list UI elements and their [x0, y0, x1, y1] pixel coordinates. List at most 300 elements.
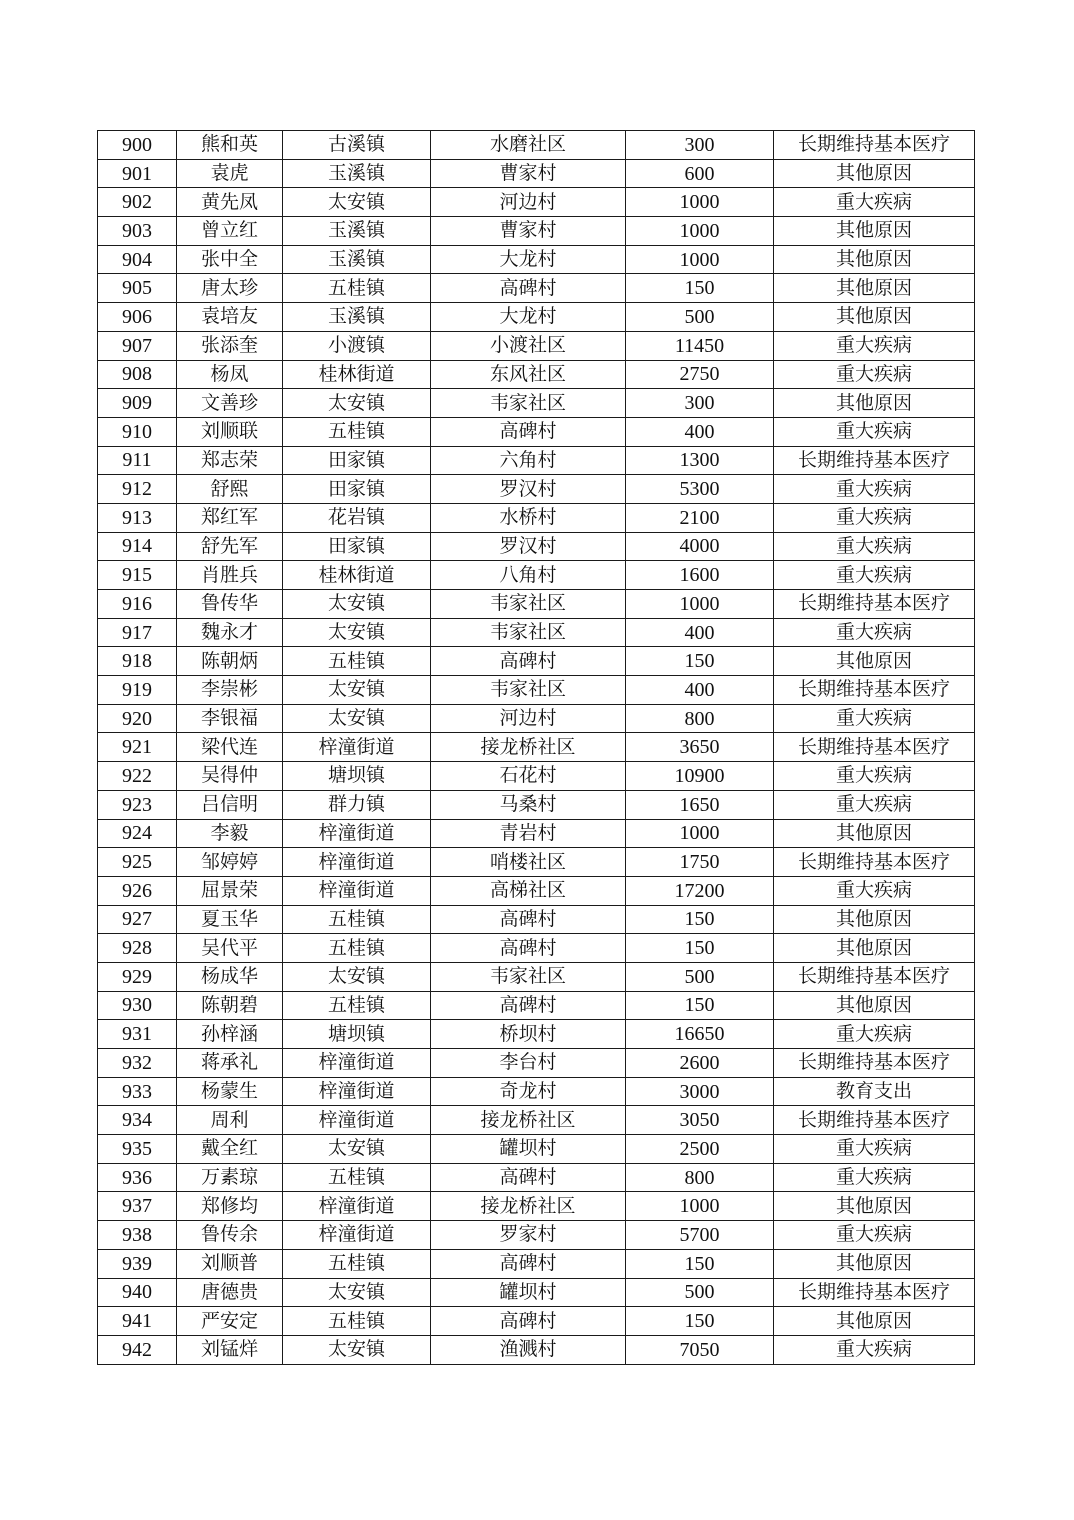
table-row	[98, 561, 975, 590]
reason-cell: 其他原因	[774, 1249, 975, 1278]
village-cell: 渔溅村	[431, 1335, 626, 1364]
table-row	[98, 389, 975, 418]
amount-cell: 800	[626, 1163, 774, 1192]
reason-cell: 重大疾病	[774, 1163, 975, 1192]
village-cell: 河边村	[431, 704, 626, 733]
name-cell: 袁虎	[177, 159, 283, 188]
amount-cell: 1600	[626, 561, 774, 590]
town-cell: 古溪镇	[283, 131, 431, 160]
village-cell: 接龙桥社区	[431, 733, 626, 762]
table-row	[98, 790, 975, 819]
reason-cell: 其他原因	[774, 303, 975, 332]
village-cell: 高碑村	[431, 647, 626, 676]
reason-cell: 长期维持基本医疗	[774, 962, 975, 991]
table-row	[98, 446, 975, 475]
row-number-cell: 921	[98, 733, 177, 762]
village-cell: 六角村	[431, 446, 626, 475]
reason-cell: 长期维持基本医疗	[774, 1278, 975, 1307]
reason-cell: 其他原因	[774, 159, 975, 188]
name-cell: 刘顺普	[177, 1249, 283, 1278]
name-cell: 孙梓涵	[177, 1020, 283, 1049]
row-number-cell: 933	[98, 1077, 177, 1106]
village-cell: 罐坝村	[431, 1135, 626, 1164]
town-cell: 太安镇	[283, 1135, 431, 1164]
amount-cell: 3650	[626, 733, 774, 762]
table-row	[98, 1163, 975, 1192]
table-row	[98, 991, 975, 1020]
amount-cell: 150	[626, 1307, 774, 1336]
reason-cell: 重大疾病	[774, 876, 975, 905]
reason-cell: 长期维持基本医疗	[774, 848, 975, 877]
village-cell: 高碑村	[431, 905, 626, 934]
village-cell: 罗汉村	[431, 475, 626, 504]
reason-cell: 其他原因	[774, 905, 975, 934]
village-cell: 韦家社区	[431, 618, 626, 647]
table-row	[98, 1135, 975, 1164]
town-cell: 梓潼街道	[283, 1221, 431, 1250]
amount-cell: 500	[626, 303, 774, 332]
amount-cell: 3000	[626, 1077, 774, 1106]
village-cell: 罐坝村	[431, 1278, 626, 1307]
reason-cell: 重大疾病	[774, 360, 975, 389]
amount-cell: 4000	[626, 532, 774, 561]
amount-cell: 10900	[626, 762, 774, 791]
amount-cell: 500	[626, 1278, 774, 1307]
table-row	[98, 1335, 975, 1364]
town-cell: 梓潼街道	[283, 1106, 431, 1135]
row-number-cell: 912	[98, 475, 177, 504]
table-row	[98, 590, 975, 619]
town-cell: 玉溪镇	[283, 245, 431, 274]
name-cell: 严安定	[177, 1307, 283, 1336]
table-row	[98, 1077, 975, 1106]
town-cell: 太安镇	[283, 389, 431, 418]
amount-cell: 2750	[626, 360, 774, 389]
town-cell: 桂林街道	[283, 360, 431, 389]
table-row	[98, 905, 975, 934]
village-cell: 曹家村	[431, 217, 626, 246]
name-cell: 陈朝炳	[177, 647, 283, 676]
table-row	[98, 417, 975, 446]
reason-cell: 重大疾病	[774, 762, 975, 791]
name-cell: 吴代平	[177, 934, 283, 963]
town-cell: 梓潼街道	[283, 876, 431, 905]
village-cell: 河边村	[431, 188, 626, 217]
reason-cell: 重大疾病	[774, 561, 975, 590]
name-cell: 郑志荣	[177, 446, 283, 475]
amount-cell: 2600	[626, 1049, 774, 1078]
reason-cell: 其他原因	[774, 1307, 975, 1336]
town-cell: 塘坝镇	[283, 1020, 431, 1049]
amount-cell: 2100	[626, 503, 774, 532]
name-cell: 李银福	[177, 704, 283, 733]
town-cell: 梓潼街道	[283, 1192, 431, 1221]
town-cell: 五桂镇	[283, 934, 431, 963]
table-row	[98, 962, 975, 991]
name-cell: 周利	[177, 1106, 283, 1135]
name-cell: 吕信明	[177, 790, 283, 819]
name-cell: 李毅	[177, 819, 283, 848]
town-cell: 太安镇	[283, 704, 431, 733]
name-cell: 万素琼	[177, 1163, 283, 1192]
name-cell: 刘锰烊	[177, 1335, 283, 1364]
village-cell: 高碑村	[431, 417, 626, 446]
row-number-cell: 901	[98, 159, 177, 188]
name-cell: 舒先军	[177, 532, 283, 561]
town-cell: 桂林街道	[283, 561, 431, 590]
amount-cell: 1750	[626, 848, 774, 877]
town-cell: 玉溪镇	[283, 303, 431, 332]
table-row	[98, 733, 975, 762]
amount-cell: 500	[626, 962, 774, 991]
row-number-cell: 942	[98, 1335, 177, 1364]
row-number-cell: 903	[98, 217, 177, 246]
row-number-cell: 941	[98, 1307, 177, 1336]
row-number-cell: 909	[98, 389, 177, 418]
amount-cell: 150	[626, 934, 774, 963]
row-number-cell: 900	[98, 131, 177, 160]
table-row	[98, 934, 975, 963]
reason-cell: 重大疾病	[774, 475, 975, 504]
village-cell: 大龙村	[431, 245, 626, 274]
table-row	[98, 331, 975, 360]
amount-cell: 150	[626, 905, 774, 934]
table-row	[98, 1307, 975, 1336]
table-row	[98, 1106, 975, 1135]
row-number-cell: 939	[98, 1249, 177, 1278]
row-number-cell: 935	[98, 1135, 177, 1164]
name-cell: 屈景荣	[177, 876, 283, 905]
amount-cell: 150	[626, 991, 774, 1020]
name-cell: 吴得仲	[177, 762, 283, 791]
town-cell: 五桂镇	[283, 991, 431, 1020]
table-row	[98, 1278, 975, 1307]
village-cell: 青岩村	[431, 819, 626, 848]
village-cell: 高碑村	[431, 1249, 626, 1278]
row-number-cell: 936	[98, 1163, 177, 1192]
reason-cell: 长期维持基本医疗	[774, 590, 975, 619]
amount-cell: 400	[626, 676, 774, 705]
amount-cell: 400	[626, 417, 774, 446]
village-cell: 东风社区	[431, 360, 626, 389]
town-cell: 田家镇	[283, 532, 431, 561]
row-number-cell: 920	[98, 704, 177, 733]
reason-cell: 重大疾病	[774, 1135, 975, 1164]
table-row	[98, 876, 975, 905]
town-cell: 太安镇	[283, 618, 431, 647]
village-cell: 韦家社区	[431, 389, 626, 418]
name-cell: 唐太珍	[177, 274, 283, 303]
village-cell: 韦家社区	[431, 590, 626, 619]
amount-cell: 5700	[626, 1221, 774, 1250]
row-number-cell: 907	[98, 331, 177, 360]
row-number-cell: 925	[98, 848, 177, 877]
amount-cell: 800	[626, 704, 774, 733]
reason-cell: 其他原因	[774, 245, 975, 274]
reason-cell: 其他原因	[774, 389, 975, 418]
town-cell: 五桂镇	[283, 417, 431, 446]
reason-cell: 重大疾病	[774, 417, 975, 446]
village-cell: 罗家村	[431, 1221, 626, 1250]
town-cell: 太安镇	[283, 676, 431, 705]
amount-cell: 1000	[626, 590, 774, 619]
village-cell: 韦家社区	[431, 676, 626, 705]
amount-cell: 1000	[626, 245, 774, 274]
table-row	[98, 1192, 975, 1221]
table-row	[98, 704, 975, 733]
reason-cell: 长期维持基本医疗	[774, 1106, 975, 1135]
row-number-cell: 908	[98, 360, 177, 389]
town-cell: 花岩镇	[283, 503, 431, 532]
amount-cell: 1000	[626, 819, 774, 848]
village-cell: 水桥村	[431, 503, 626, 532]
reason-cell: 重大疾病	[774, 1335, 975, 1364]
reason-cell: 重大疾病	[774, 1020, 975, 1049]
table-row	[98, 245, 975, 274]
town-cell: 太安镇	[283, 1335, 431, 1364]
reason-cell: 长期维持基本医疗	[774, 676, 975, 705]
name-cell: 张中全	[177, 245, 283, 274]
amount-cell: 16650	[626, 1020, 774, 1049]
name-cell: 戴全红	[177, 1135, 283, 1164]
village-cell: 石花村	[431, 762, 626, 791]
town-cell: 太安镇	[283, 1278, 431, 1307]
village-cell: 韦家社区	[431, 962, 626, 991]
amount-cell: 400	[626, 618, 774, 647]
reason-cell: 其他原因	[774, 1192, 975, 1221]
table-row	[98, 1249, 975, 1278]
town-cell: 玉溪镇	[283, 159, 431, 188]
row-number-cell: 938	[98, 1221, 177, 1250]
row-number-cell: 937	[98, 1192, 177, 1221]
town-cell: 梓潼街道	[283, 733, 431, 762]
row-number-cell: 916	[98, 590, 177, 619]
row-number-cell: 919	[98, 676, 177, 705]
town-cell: 玉溪镇	[283, 217, 431, 246]
reason-cell: 长期维持基本医疗	[774, 446, 975, 475]
table-row	[98, 188, 975, 217]
reason-cell: 重大疾病	[774, 331, 975, 360]
name-cell: 魏永才	[177, 618, 283, 647]
reason-cell: 重大疾病	[774, 790, 975, 819]
row-number-cell: 917	[98, 618, 177, 647]
row-number-cell: 904	[98, 245, 177, 274]
table-row	[98, 762, 975, 791]
village-cell: 高碑村	[431, 1307, 626, 1336]
town-cell: 田家镇	[283, 446, 431, 475]
table-row	[98, 303, 975, 332]
table-row	[98, 1049, 975, 1078]
reason-cell: 长期维持基本医疗	[774, 1049, 975, 1078]
row-number-cell: 923	[98, 790, 177, 819]
row-number-cell: 913	[98, 503, 177, 532]
reason-cell: 重大疾病	[774, 188, 975, 217]
name-cell: 熊和英	[177, 131, 283, 160]
name-cell: 邹婷婷	[177, 848, 283, 877]
name-cell: 文善珍	[177, 389, 283, 418]
name-cell: 夏玉华	[177, 905, 283, 934]
table-row	[98, 848, 975, 877]
name-cell: 唐德贵	[177, 1278, 283, 1307]
name-cell: 刘顺联	[177, 417, 283, 446]
village-cell: 接龙桥社区	[431, 1106, 626, 1135]
amount-cell: 1650	[626, 790, 774, 819]
reason-cell: 其他原因	[774, 217, 975, 246]
town-cell: 五桂镇	[283, 1163, 431, 1192]
name-cell: 郑修均	[177, 1192, 283, 1221]
table-row	[98, 819, 975, 848]
village-cell: 小渡社区	[431, 331, 626, 360]
village-cell: 接龙桥社区	[431, 1192, 626, 1221]
village-cell: 罗汉村	[431, 532, 626, 561]
table-row	[98, 1020, 975, 1049]
name-cell: 曾立红	[177, 217, 283, 246]
amount-cell: 5300	[626, 475, 774, 504]
town-cell: 群力镇	[283, 790, 431, 819]
reason-cell: 长期维持基本医疗	[774, 131, 975, 160]
village-cell: 八角村	[431, 561, 626, 590]
table-row	[98, 503, 975, 532]
table-row	[98, 159, 975, 188]
village-cell: 马桑村	[431, 790, 626, 819]
town-cell: 梓潼街道	[283, 1049, 431, 1078]
row-number-cell: 915	[98, 561, 177, 590]
table-row	[98, 618, 975, 647]
town-cell: 五桂镇	[283, 1307, 431, 1336]
town-cell: 太安镇	[283, 962, 431, 991]
name-cell: 杨成华	[177, 962, 283, 991]
town-cell: 梓潼街道	[283, 848, 431, 877]
row-number-cell: 934	[98, 1106, 177, 1135]
reason-cell: 其他原因	[774, 991, 975, 1020]
row-number-cell: 902	[98, 188, 177, 217]
town-cell: 五桂镇	[283, 274, 431, 303]
village-cell: 曹家村	[431, 159, 626, 188]
village-cell: 高碑村	[431, 934, 626, 963]
row-number-cell: 940	[98, 1278, 177, 1307]
name-cell: 张添奎	[177, 331, 283, 360]
amount-cell: 3050	[626, 1106, 774, 1135]
amount-cell: 1300	[626, 446, 774, 475]
table-row	[98, 274, 975, 303]
row-number-cell: 914	[98, 532, 177, 561]
amount-cell: 150	[626, 1249, 774, 1278]
row-number-cell: 926	[98, 876, 177, 905]
row-number-cell: 906	[98, 303, 177, 332]
reason-cell: 重大疾病	[774, 618, 975, 647]
reason-cell: 重大疾病	[774, 503, 975, 532]
table-row	[98, 532, 975, 561]
village-cell: 水磨社区	[431, 131, 626, 160]
row-number-cell: 911	[98, 446, 177, 475]
village-cell: 高碑村	[431, 991, 626, 1020]
village-cell: 高碑村	[431, 274, 626, 303]
town-cell: 五桂镇	[283, 905, 431, 934]
reason-cell: 其他原因	[774, 819, 975, 848]
town-cell: 太安镇	[283, 590, 431, 619]
name-cell: 黄先凤	[177, 188, 283, 217]
reason-cell: 长期维持基本医疗	[774, 733, 975, 762]
table-row	[98, 475, 975, 504]
table-row	[98, 360, 975, 389]
table-row	[98, 131, 975, 160]
records-body	[98, 131, 975, 1365]
row-number-cell: 922	[98, 762, 177, 791]
records-table	[97, 130, 975, 1365]
row-number-cell: 930	[98, 991, 177, 1020]
reason-cell: 教育支出	[774, 1077, 975, 1106]
name-cell: 李崇彬	[177, 676, 283, 705]
name-cell: 舒熙	[177, 475, 283, 504]
row-number-cell: 928	[98, 934, 177, 963]
reason-cell: 重大疾病	[774, 704, 975, 733]
amount-cell: 1000	[626, 217, 774, 246]
table-row	[98, 676, 975, 705]
name-cell: 鲁传华	[177, 590, 283, 619]
amount-cell: 1000	[626, 188, 774, 217]
name-cell: 杨凤	[177, 360, 283, 389]
table-row	[98, 217, 975, 246]
reason-cell: 重大疾病	[774, 532, 975, 561]
reason-cell: 其他原因	[774, 647, 975, 676]
name-cell: 蒋承礼	[177, 1049, 283, 1078]
town-cell: 梓潼街道	[283, 1077, 431, 1106]
table-row	[98, 1221, 975, 1250]
name-cell: 鲁传余	[177, 1221, 283, 1250]
name-cell: 杨蒙生	[177, 1077, 283, 1106]
amount-cell: 150	[626, 647, 774, 676]
amount-cell: 300	[626, 389, 774, 418]
table-row	[98, 647, 975, 676]
row-number-cell: 910	[98, 417, 177, 446]
town-cell: 五桂镇	[283, 1249, 431, 1278]
village-cell: 李台村	[431, 1049, 626, 1078]
reason-cell: 重大疾病	[774, 1221, 975, 1250]
village-cell: 奇龙村	[431, 1077, 626, 1106]
village-cell: 高梯社区	[431, 876, 626, 905]
amount-cell: 1000	[626, 1192, 774, 1221]
name-cell: 梁代连	[177, 733, 283, 762]
town-cell: 塘坝镇	[283, 762, 431, 791]
town-cell: 太安镇	[283, 188, 431, 217]
village-cell: 哨楼社区	[431, 848, 626, 877]
amount-cell: 11450	[626, 331, 774, 360]
name-cell: 郑红军	[177, 503, 283, 532]
row-number-cell: 929	[98, 962, 177, 991]
amount-cell: 17200	[626, 876, 774, 905]
town-cell: 五桂镇	[283, 647, 431, 676]
amount-cell: 150	[626, 274, 774, 303]
amount-cell: 2500	[626, 1135, 774, 1164]
row-number-cell: 924	[98, 819, 177, 848]
town-cell: 小渡镇	[283, 331, 431, 360]
name-cell: 袁培友	[177, 303, 283, 332]
row-number-cell: 932	[98, 1049, 177, 1078]
amount-cell: 600	[626, 159, 774, 188]
row-number-cell: 931	[98, 1020, 177, 1049]
row-number-cell: 927	[98, 905, 177, 934]
amount-cell: 7050	[626, 1335, 774, 1364]
reason-cell: 其他原因	[774, 274, 975, 303]
town-cell: 田家镇	[283, 475, 431, 504]
village-cell: 桥坝村	[431, 1020, 626, 1049]
amount-cell: 300	[626, 131, 774, 160]
row-number-cell: 918	[98, 647, 177, 676]
village-cell: 高碑村	[431, 1163, 626, 1192]
row-number-cell: 905	[98, 274, 177, 303]
town-cell: 梓潼街道	[283, 819, 431, 848]
reason-cell: 其他原因	[774, 934, 975, 963]
